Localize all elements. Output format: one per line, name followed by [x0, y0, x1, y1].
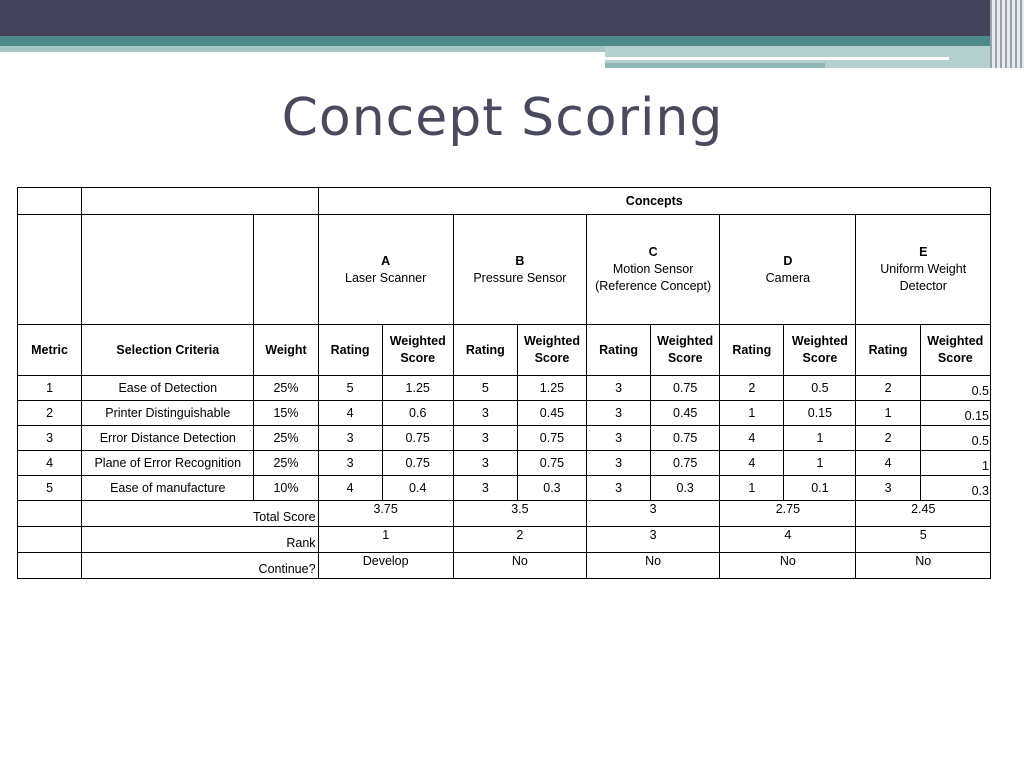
blank-cell — [18, 501, 82, 527]
weighted-score-cell: 0.75 — [382, 426, 453, 451]
concept-name: Laser Scanner — [345, 270, 427, 285]
criteria-header: Selection Criteria — [82, 325, 254, 376]
continue-b: No — [453, 553, 586, 579]
weighted-score-cell: 0.75 — [651, 426, 720, 451]
rating-cell: 4 — [720, 451, 784, 476]
blank-cell — [18, 553, 82, 579]
weight-cell: 15% — [254, 401, 318, 426]
continue-d: No — [720, 553, 856, 579]
metric-cell: 3 — [18, 426, 82, 451]
rank-label: Rank — [82, 527, 318, 553]
continue-e: No — [856, 553, 991, 579]
rating-cell: 3 — [856, 476, 920, 501]
rank-c: 3 — [587, 527, 720, 553]
blank-cell — [18, 215, 82, 325]
rating-header: Rating — [587, 325, 651, 376]
weighted-score-cell: 0.75 — [517, 426, 586, 451]
rating-cell: 1 — [720, 476, 784, 501]
rating-cell: 5 — [318, 376, 382, 401]
weighted-score-header: Weighted Score — [920, 325, 990, 376]
header-band-light — [0, 46, 605, 52]
table-row — [18, 426, 991, 451]
weighted-score-cell: 0.45 — [651, 401, 720, 426]
concept-name: Motion Sensor — [612, 262, 694, 276]
rating-cell: 3 — [453, 426, 517, 451]
rating-cell: 2 — [856, 376, 920, 401]
rating-cell: 3 — [587, 376, 651, 401]
concept-c-header — [587, 215, 720, 325]
weight-cell: 25% — [254, 451, 318, 476]
weighted-score-cell: 0.3 — [920, 476, 990, 501]
concept-letter: B — [515, 253, 525, 268]
total-score-label: Total Score — [82, 501, 318, 527]
concept-scoring-table — [17, 187, 991, 579]
rating-cell: 3 — [453, 476, 517, 501]
concept-letter: D — [783, 253, 793, 268]
rating-cell: 1 — [720, 401, 784, 426]
rating-cell: 3 — [453, 451, 517, 476]
rating-header: Rating — [453, 325, 517, 376]
weighted-score-cell: 0.15 — [920, 401, 990, 426]
rating-cell: 3 — [587, 451, 651, 476]
header-band-teal — [0, 36, 1024, 46]
weighted-score-cell: 0.4 — [382, 476, 453, 501]
total-score-d: 2.75 — [720, 501, 856, 527]
rank-d: 4 — [720, 527, 856, 553]
concept-letter: A — [381, 253, 391, 268]
weighted-score-cell: 0.75 — [651, 376, 720, 401]
total-score-c: 3 — [587, 501, 720, 527]
weighted-score-header: Weighted Score — [651, 325, 720, 376]
weighted-score-cell: 0.5 — [920, 376, 990, 401]
rating-cell: 4 — [856, 451, 920, 476]
rank-e: 5 — [856, 527, 991, 553]
header-band-dark — [0, 0, 1024, 36]
rating-cell: 3 — [587, 476, 651, 501]
criteria-cell: Ease of manufacture — [82, 476, 254, 501]
table-row — [18, 451, 991, 476]
weighted-score-cell: 0.1 — [784, 476, 856, 501]
rating-cell: 3 — [318, 451, 382, 476]
rating-cell: 3 — [318, 426, 382, 451]
rating-cell: 5 — [453, 376, 517, 401]
rating-cell: 1 — [856, 401, 920, 426]
metric-cell: 2 — [18, 401, 82, 426]
metric-cell: 1 — [18, 376, 82, 401]
metric-cell: 4 — [18, 451, 82, 476]
rank-b: 2 — [453, 527, 586, 553]
rating-header: Rating — [720, 325, 784, 376]
weighted-score-cell: 0.15 — [784, 401, 856, 426]
metric-cell: 5 — [18, 476, 82, 501]
criteria-cell: Plane of Error Recognition — [82, 451, 254, 476]
blank-cell — [82, 215, 254, 325]
weighted-score-cell: 0.75 — [651, 451, 720, 476]
concept-letter: C — [648, 245, 658, 259]
concept-name: Camera — [765, 270, 811, 285]
weighted-score-cell: 0.3 — [651, 476, 720, 501]
weighted-score-cell: 0.3 — [517, 476, 586, 501]
header-band-right-accent — [605, 63, 825, 68]
blank-header-cell — [82, 188, 318, 215]
total-score-e: 2.45 — [856, 501, 991, 527]
weighted-score-cell: 0.75 — [382, 451, 453, 476]
criteria-cell: Ease of Detection — [82, 376, 254, 401]
rating-cell: 3 — [453, 401, 517, 426]
rating-header: Rating — [856, 325, 920, 376]
header-stripes — [990, 0, 1024, 68]
weighted-score-cell: 1.25 — [517, 376, 586, 401]
criteria-cell: Printer Distinguishable — [82, 401, 254, 426]
rating-cell: 3 — [587, 401, 651, 426]
header-band-right-line — [605, 57, 949, 60]
weighted-score-cell: 0.5 — [784, 376, 856, 401]
weighted-score-cell: 0.45 — [517, 401, 586, 426]
rating-cell: 3 — [587, 426, 651, 451]
continue-c: No — [587, 553, 720, 579]
rating-cell: 2 — [856, 426, 920, 451]
weighted-score-cell: 1 — [784, 426, 856, 451]
weighted-score-cell: 0.75 — [517, 451, 586, 476]
total-score-b: 3.5 — [453, 501, 586, 527]
rating-cell: 4 — [720, 426, 784, 451]
rating-cell: 4 — [318, 476, 382, 501]
weighted-score-header: Weighted Score — [784, 325, 856, 376]
concept-name: Pressure Sensor — [473, 270, 567, 285]
weight-cell: 25% — [254, 376, 318, 401]
continue-a: Develop — [318, 553, 453, 579]
concept-d-header — [720, 215, 856, 325]
table-row — [18, 376, 991, 401]
weighted-score-cell: 1.25 — [382, 376, 453, 401]
rating-header: Rating — [318, 325, 382, 376]
weighted-score-cell: 1 — [784, 451, 856, 476]
rank-a: 1 — [318, 527, 453, 553]
weight-cell: 25% — [254, 426, 318, 451]
weighted-score-cell: 1 — [920, 451, 990, 476]
table-row — [18, 476, 991, 501]
concept-e-header — [856, 215, 991, 325]
weight-cell: 10% — [254, 476, 318, 501]
concept-name: Uniform Weight — [880, 262, 967, 276]
weighted-score-header: Weighted Score — [517, 325, 586, 376]
criteria-cell: Error Distance Detection — [82, 426, 254, 451]
concept-name-cont: Detector — [899, 279, 947, 293]
total-score-a: 3.75 — [318, 501, 453, 527]
rating-cell: 4 — [318, 401, 382, 426]
concept-a-header — [318, 215, 453, 325]
slide-title: Concept Scoring — [281, 88, 724, 148]
concept-letter: E — [919, 245, 928, 259]
weighted-score-cell: 0.5 — [920, 426, 990, 451]
weighted-score-header: Weighted Score — [382, 325, 453, 376]
weighted-score-cell: 0.6 — [382, 401, 453, 426]
table-row — [18, 401, 991, 426]
continue-label: Continue? — [82, 553, 318, 579]
concept-name-note: (Reference Concept) — [595, 279, 712, 293]
concept-b-header — [453, 215, 586, 325]
rating-cell: 2 — [720, 376, 784, 401]
metric-header: Metric — [18, 325, 82, 376]
corner-cell — [18, 188, 82, 215]
blank-cell — [254, 215, 318, 325]
concepts-header: Concepts — [318, 188, 990, 215]
blank-cell — [18, 527, 82, 553]
weight-header: Weight — [254, 325, 318, 376]
